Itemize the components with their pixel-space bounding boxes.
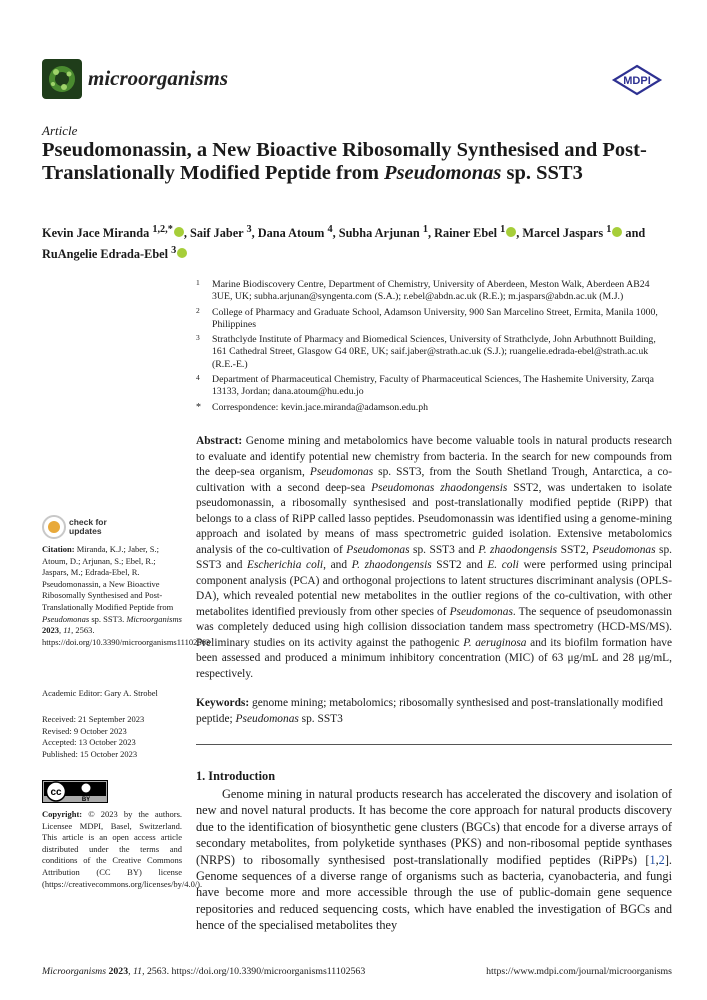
abstract-text: were performed using principal component analysis (PCA) and orthogonal projections to latent structures discriminant analysis (OPLS-DA), which revealed potential new metabolites in the outlier regions of the co-cultivation, with other metabolites identified previously from other species of xyxy=(196,559,673,618)
author-sup: 3 xyxy=(246,224,252,235)
abstract-text: and its biofilm formation have been assessed and produced a minimum inhibitory concentration (MIC) of 63 μg/mL and 28 μg/mL, respectively. xyxy=(196,636,673,680)
received-date: Received: 21 September 2023 xyxy=(42,714,145,724)
title-part-1: Pseudomonassin, a New Bioactive Ribosomally Synthesised and Post-Translationally Modified Peptide from xyxy=(42,139,647,184)
mdpi-logo[interactable] xyxy=(611,64,663,96)
cc-text: cc xyxy=(50,787,62,798)
abstract-text: . The sequence of pseudomonassin was completely deduced using high collision dissociation tandem mass spectrometry (HCD-MS/MS). Preliminary studies on its activity against the pathogenic xyxy=(196,605,672,649)
abstract-text: SST2, xyxy=(557,543,593,556)
orcid-icon[interactable] xyxy=(506,227,516,237)
affiliation-item xyxy=(196,374,672,399)
citation-text: Miranda, K.J.; Jaber, S.; Atoum, D.; Arjunan, S.; Ebel, R.; Jaspars, M.; Edrada-Ebel, R. Pseudomonassin, a New Bioactive Ribosomally Synthesised and Post-Translationally Modified Peptide from xyxy=(42,544,174,612)
affiliation-mark: 1 xyxy=(196,278,200,287)
footer-citation: Microorganisms 2023, 11, 2563. https://doi.org/10.3390/microorganisms11102563 xyxy=(42,966,366,977)
citation-separator: , xyxy=(655,852,659,867)
citation-link[interactable]: 2 xyxy=(658,852,665,867)
abstract-italic: Pseudomonas xyxy=(592,543,656,556)
abstract-italic: Pseudomonas xyxy=(309,466,374,478)
abstract-italic: Pseudomonas zhaodongensis xyxy=(371,481,508,494)
orcid-icon[interactable] xyxy=(177,248,187,258)
author-name[interactable]: Subha Arjunan xyxy=(338,226,420,241)
published-date: Published: 15 October 2023 xyxy=(42,748,138,759)
affiliation-item xyxy=(196,279,672,304)
copyright-block xyxy=(42,809,203,890)
intro-text: Genome mining in natural products research has accelerated the discovery and isolation of new and novel natural products. It has become the core approach for natural products discovery due to the identification of biosynthetic gene clusters (BGCs) that encode for a diverse arrays of secondary metabolites, from polyketide synthases (PKS) and non-ribosomal peptide synthases (NRPS) to ribosomally synthesised post-translationally modified peptides (RiPPs) [ xyxy=(196,787,672,867)
citation-label: Citation: xyxy=(42,544,75,554)
abstract-italic: Escherichia coli xyxy=(247,559,324,571)
abstract-italic: Pseudomonas xyxy=(346,543,410,556)
abstract-text: SST2, was undertaken to isolate pseudomonassin, a ribosomally synthesised and post-translationally modified peptide (RiPP) that belongs to a class of RiPP called lasso peptides. Pseudomonassin was identified using a genome-mining approach and isolated by means of mass spectrometric guided isolation. Extensive metabolomics analysis of the co-cultivation of xyxy=(196,481,672,556)
author-name[interactable]: Marcel Jaspars xyxy=(522,226,604,241)
journal-name: microorganisms xyxy=(88,66,229,90)
article-type: Article xyxy=(42,123,78,138)
citation-doi[interactable]: , 2563. https://doi.org/10.3390/microorganisms11102563 xyxy=(42,625,211,647)
abstract-italic: P. aeruginosa xyxy=(463,636,527,649)
intro-paragraph xyxy=(196,786,672,934)
correspondence xyxy=(196,402,672,414)
abstract-text: sp. SST3 and xyxy=(409,543,479,556)
title-italic: Pseudomonas xyxy=(384,162,502,184)
affiliation-text: Strathclyde Institute of Pharmacy and Biomedical Sciences, University of Strathclyde, John Arbuthnott Building, 161 Cathedral Street, Glasgow G4 0RE, UK; saif.jaber@strath.ac.uk (S.J.); ruangelie.edrada-ebel@strath.ac.uk (R.E.-E.) xyxy=(212,334,656,370)
orcid-icon[interactable] xyxy=(612,227,622,237)
footer-journal: Microorganisms xyxy=(42,966,107,977)
author-name[interactable]: Rainer Ebel xyxy=(434,226,498,241)
citation-link[interactable]: 1 xyxy=(649,852,656,867)
abstract-italic: P. zhaodongensis xyxy=(351,559,432,571)
keywords-tail: sp. SST3 xyxy=(298,712,343,725)
abstract-label: Abstract: xyxy=(196,435,243,447)
abstract-text: sp. SST3 and xyxy=(196,543,673,571)
abstract-text: , and xyxy=(323,559,352,571)
citation-text: sp. SST3. xyxy=(89,613,127,624)
accepted-date: Accepted: 13 October 2023 xyxy=(42,737,136,748)
author-sup: 1,2,* xyxy=(152,224,173,235)
author-sup: 1 xyxy=(500,224,506,235)
citation-journal: Microorganisms xyxy=(126,613,182,624)
check-updates-text xyxy=(69,518,107,536)
section-divider xyxy=(196,744,672,745)
author-name[interactable]: Saif Jaber xyxy=(189,226,244,241)
author-sup: 4 xyxy=(327,224,333,235)
keywords-text: genome mining; metabolomics; ribosomally synthesised and post-translationally modified peptide; xyxy=(196,697,663,725)
affiliation-mark: * xyxy=(196,401,201,413)
correspondence-text[interactable]: Correspondence: kevin.jace.miranda@adamson.edu.ph xyxy=(212,401,429,413)
citation-year: 2023 xyxy=(42,625,59,636)
academic-editor: Academic Editor: Gary A. Strobel xyxy=(42,688,158,698)
author-sup: 3 xyxy=(171,245,177,257)
intro-body xyxy=(196,786,672,934)
affiliation-item xyxy=(196,334,672,371)
abstract-italic: Pseudomonas xyxy=(449,605,513,618)
keywords xyxy=(196,696,672,727)
affiliation-mark: 2 xyxy=(196,305,200,315)
orcid-icon[interactable] xyxy=(174,227,184,237)
affiliation-text: College of Pharmacy and Graduate School, Adamson University, 900 San Marcelino Street, Ermita, Manila 1000, Philippines xyxy=(212,306,658,330)
citation-volume: 11 xyxy=(63,625,72,636)
author-list: Kevin Jace Miranda $^{1,2,*}$ , Saif Jaber $^3$, Dana Atoum $^4$, Subha Arjunan $^1$, Rainer Ebel $^1$ , Marcel Jaspars $^1$ and RuAngelie Edrada-Ebel $^3$ xyxy=(42,224,646,262)
footer-year: 2023 xyxy=(108,966,129,977)
copyright-label: Copyright: xyxy=(42,809,83,819)
citation-italic: Pseudomonas xyxy=(42,613,90,624)
abstract-text: SST2 and xyxy=(431,559,488,571)
footer-journal-url[interactable]: https://www.mdpi.com/journal/microorganisms xyxy=(486,966,672,977)
keywords-label: Keywords: xyxy=(196,697,250,709)
affiliation-mark: 3 xyxy=(196,333,200,343)
intro-heading: 1. Introduction xyxy=(196,769,276,783)
abstract-italic: E. coli xyxy=(487,559,519,571)
copyright-text: © 2023 by the authors. Licensee MDPI, Basel, Switzerland. This article is an open access article distributed under the terms and conditions of the Creative Commons Attribution (CC BY) license (https://creativecommons.org/licenses/by/4.0/). xyxy=(42,809,203,889)
authors-and: and xyxy=(625,226,646,241)
title-part-2: sp. SST3 xyxy=(501,162,583,184)
cc-by-text: BY xyxy=(81,797,91,803)
revised-date: Revised: 9 October 2023 xyxy=(42,725,127,736)
author-name[interactable]: Dana Atoum xyxy=(257,226,325,241)
affiliation-mark: 4 xyxy=(196,373,200,383)
keywords-italic: Pseudomonas xyxy=(235,712,299,725)
footer-volume: 11 xyxy=(133,966,143,977)
author-sup: 1 xyxy=(422,224,428,235)
affiliation-text: Department of Pharmaceutical Chemistry, Faculty of Pharmaceutical Sciences, The Hashemite University, Zarqa 13133, Jordan; dana.atoum@hu.edu.jo xyxy=(212,374,654,398)
abstract-text: Genome mining and metabolomics have become valuable tools in natural products research to evaluate and identify potential new chemistry from bacteria. In the search for new compounds from the deep-sea organism, xyxy=(196,435,672,478)
citation-block: Citation: Miranda, K.J.; Jaber, S.; Atoum, D.; Arjunan, S.; Ebel, R.; Jaspars, M.; Edrada-Ebel, R. Pseudomonassin, a New Bioactive Ribosomally Synthesised and Post-Translationally Modified Peptide from Pseudomonas sp. SST3. Microorganisms 2023, 11, 2563. https://doi.org/10.3390/microorganisms11102563 xyxy=(42,544,211,647)
check-updates-line: check for xyxy=(69,517,107,527)
footer-doi[interactable]: , 2563. https://doi.org/10.3390/microorganisms11102563 xyxy=(142,966,366,977)
affiliations xyxy=(196,279,672,417)
dates xyxy=(42,714,182,760)
abstract xyxy=(196,434,672,682)
affiliation-text: Marine Biodiscovery Centre, Department of Chemistry, University of Aberdeen, Meston Walk, Aberdeen AB24 3UE, UK; subha.arjunan@syngenta.com (S.A.); r.ebel@abdn.ac.uk (R.E.); m.jaspars@abdn.ac.uk (M.J.) xyxy=(212,279,650,303)
mdpi-logo-text: MDPI xyxy=(623,75,651,87)
affiliation-item xyxy=(196,307,672,332)
check-updates-line: updates xyxy=(69,526,102,536)
check-updates-button[interactable] xyxy=(42,515,107,539)
intro-text: ]. Genome sequences of a diverse range of organisms such as bacteria, cyanobacteria, and fungi have become more and more accessible through the use of public-domain gene sequence repositories and reduced sequencing costs, which have enabled the investigation of BGCs and hence of the specialised metabolites they xyxy=(196,852,672,933)
journal-logo xyxy=(42,59,82,99)
paper-title xyxy=(42,139,672,185)
abstract-text: sp. SST3, from the South Shetland Trough, Antarctica, a co-cultivation with a second deep-sea xyxy=(196,466,672,494)
check-updates-icon xyxy=(42,515,66,539)
cc-by-license-icon[interactable] xyxy=(42,780,108,803)
author-name[interactable]: RuAngelie Edrada-Ebel xyxy=(42,247,169,262)
abstract-italic: P. zhaodongensis xyxy=(478,543,558,556)
author-name[interactable]: Kevin Jace Miranda xyxy=(42,226,150,241)
author-sup: 1 xyxy=(606,224,612,235)
